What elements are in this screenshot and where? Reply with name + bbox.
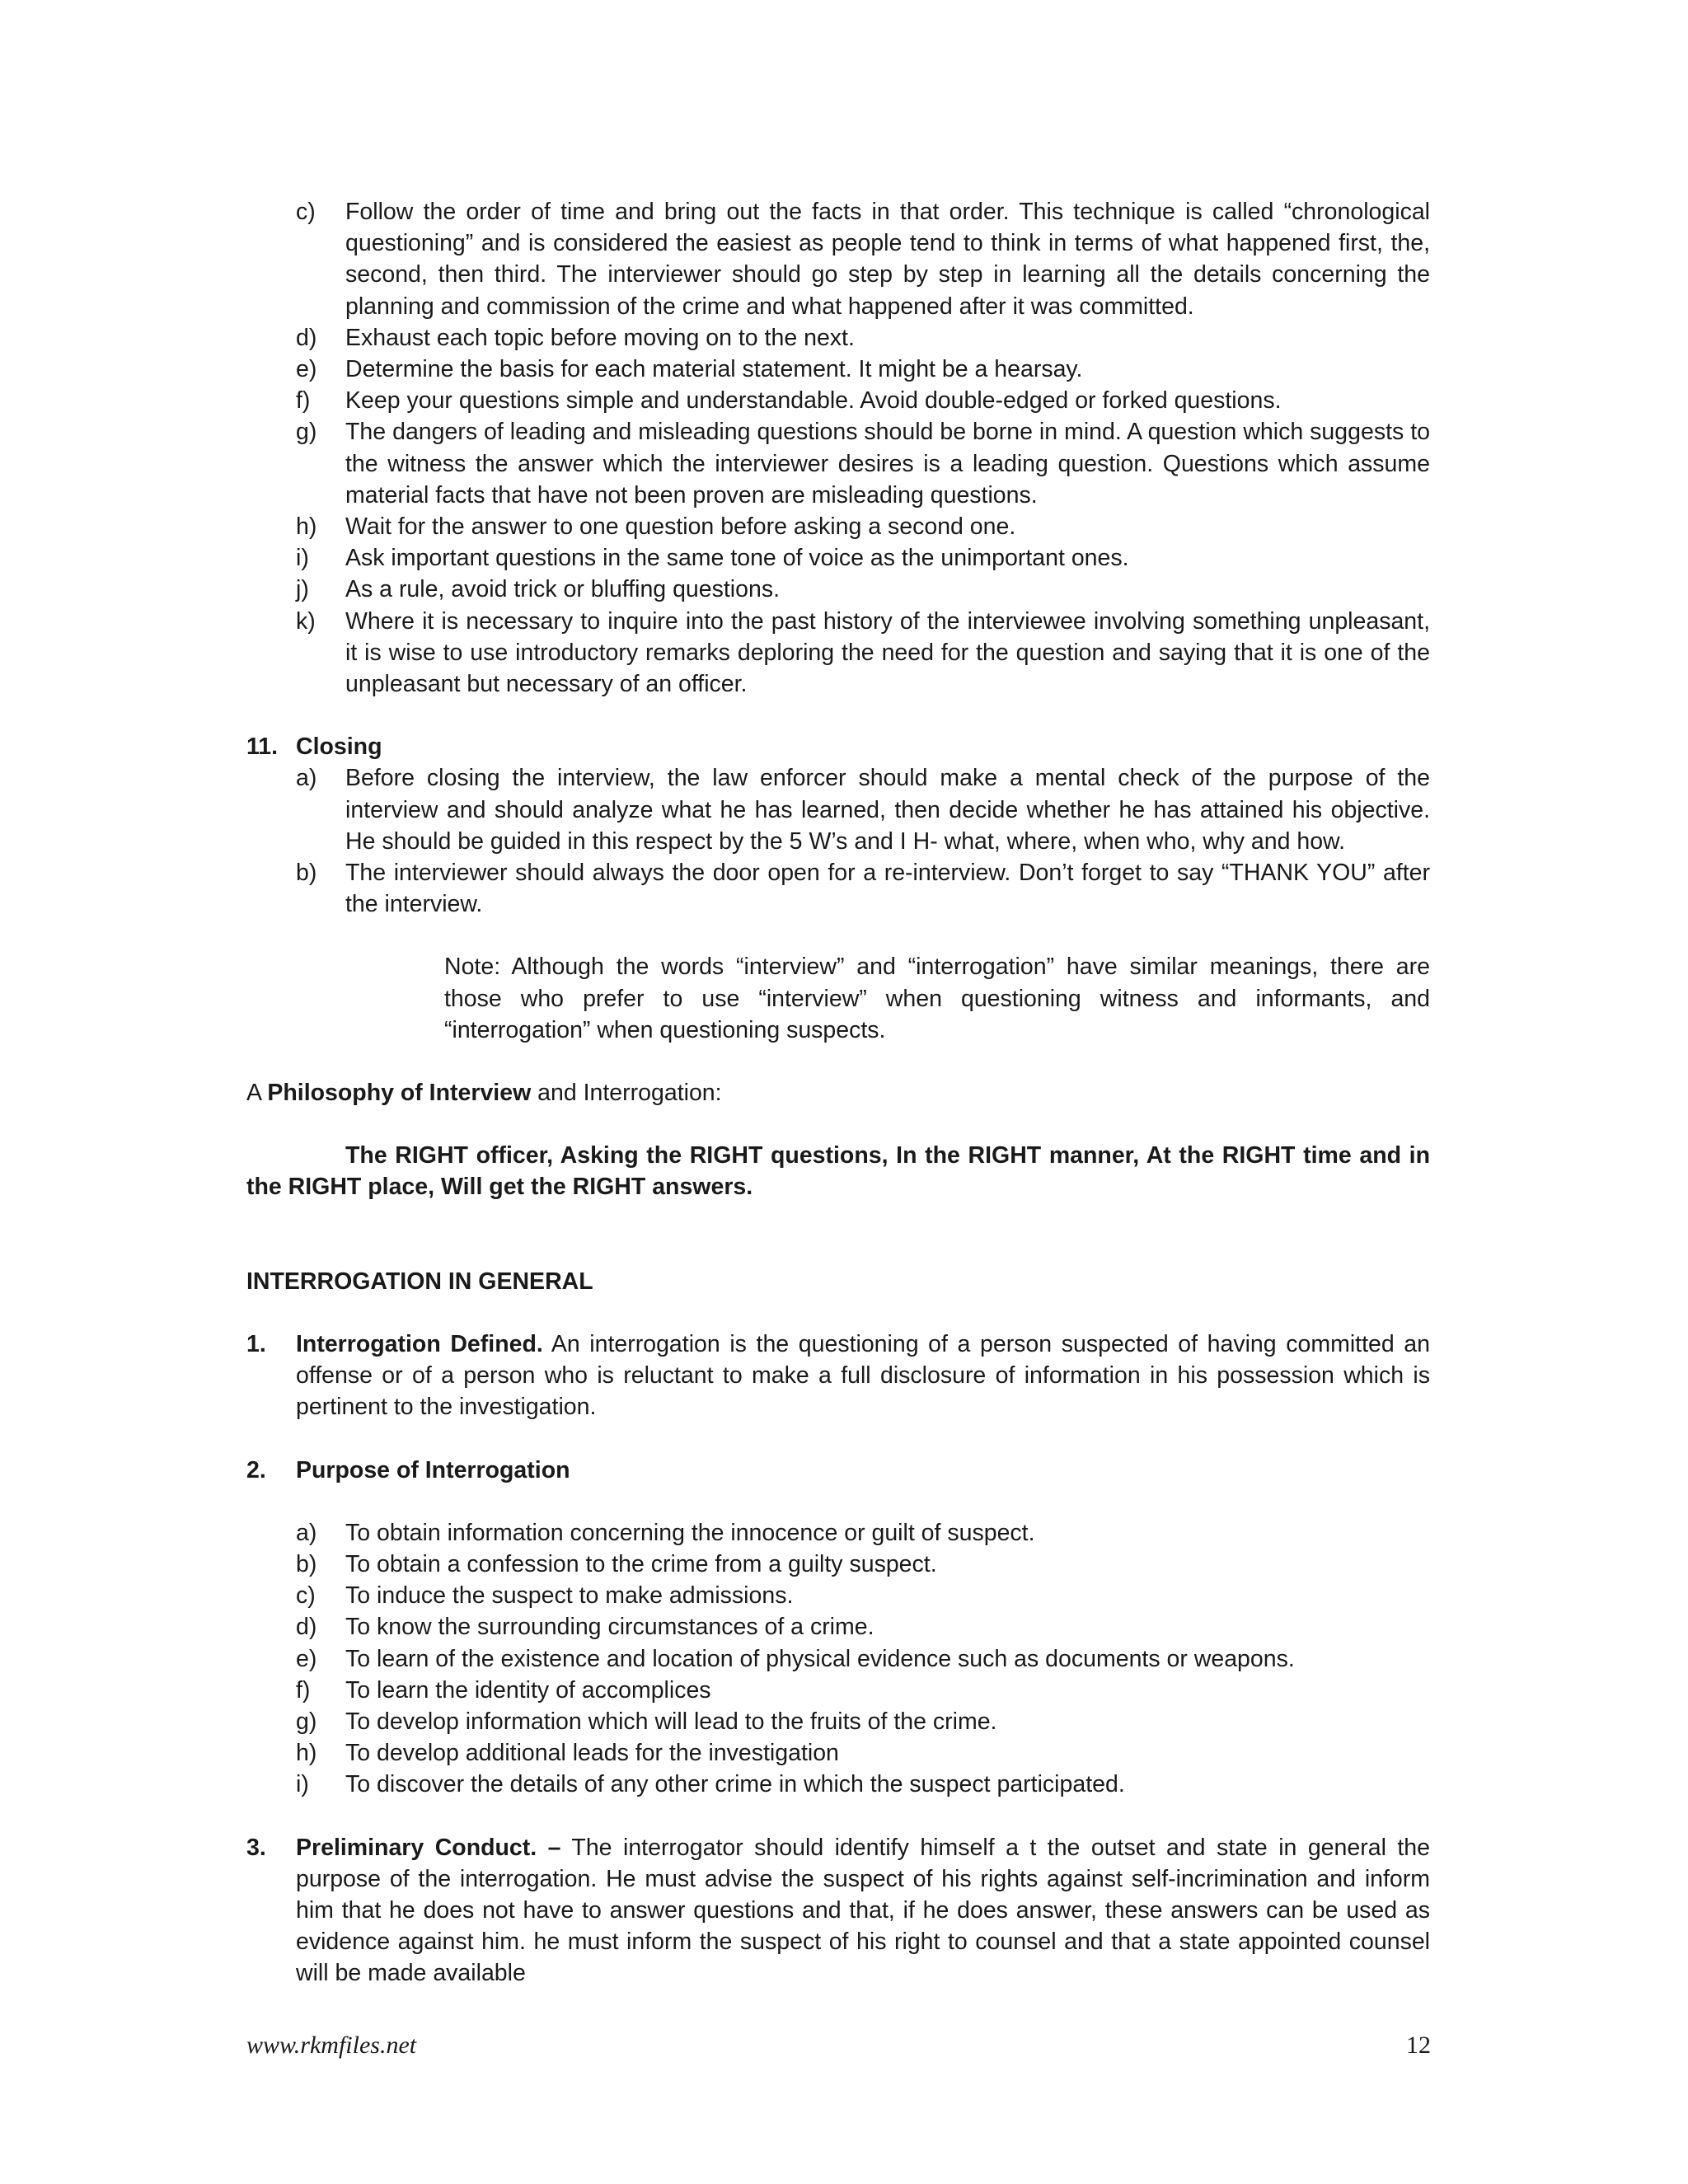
list-item-label: a) xyxy=(296,765,317,792)
section-title: Preliminary Conduct. – xyxy=(296,1834,561,1861)
list-item xyxy=(246,1769,1430,1800)
list-item xyxy=(246,1706,1430,1737)
section-number: 2. xyxy=(246,1456,266,1483)
interrogation-defined xyxy=(246,1329,1430,1423)
page-number: 12 xyxy=(1406,2032,1431,2059)
list-item xyxy=(246,1549,1430,1580)
list-item-text: To develop information which will lead to the fruits of the crime. xyxy=(345,1708,997,1735)
list-item-label: c) xyxy=(296,1582,316,1610)
list-item-text: Wait for the answer to one question before asking a second one. xyxy=(345,513,1016,541)
list-item xyxy=(246,1643,1430,1675)
list-item xyxy=(246,1517,1430,1549)
list-item-label: b) xyxy=(296,1550,317,1577)
list-item xyxy=(246,857,1430,920)
section-number: 1. xyxy=(246,1330,266,1357)
list-item-label: g) xyxy=(296,1708,317,1735)
list-item-text: To know the surrounding circumstances of a crime. xyxy=(345,1614,874,1641)
list-item-text: To discover the details of any other crime in which the suspect participated. xyxy=(345,1771,1125,1798)
list-item-label: j) xyxy=(296,576,309,603)
list-item xyxy=(246,1675,1430,1706)
closing-list xyxy=(246,762,1430,920)
motto-paragraph: The RIGHT officer, Asking the RIGHT questions, In the RIGHT manner, At the RIGHT time and in the RIGHT place, Will get the RIGHT answers. xyxy=(246,1142,1430,1201)
list-item-label: d) xyxy=(296,324,317,351)
philosophy-prefix: A xyxy=(246,1080,268,1107)
list-item-text: The dangers of leading and misleading questions should be borne in mind. A question which suggests to the witness the answer which the interviewer desires is a leading question. Questions which assume material facts that have not been proven are misleading questions. xyxy=(345,419,1430,509)
list-item-text: As a rule, avoid trick or bluffing questions. xyxy=(345,576,780,603)
list-item-label: k) xyxy=(296,607,316,635)
list-item xyxy=(246,574,1430,605)
list-item-text: To obtain a confession to the crime from a guilty suspect. xyxy=(345,1550,937,1577)
list-item-text: Exhaust each topic before moving on to the next. xyxy=(345,324,855,351)
list-item-label: i) xyxy=(296,1771,309,1798)
list-item-label: f) xyxy=(296,387,311,415)
list-item-label: e) xyxy=(296,356,317,383)
list-item-text: To induce the suspect to make admissions. xyxy=(345,1582,794,1610)
list-item-text: To learn of the existence and location of physical evidence such as documents or weapons. xyxy=(345,1645,1295,1672)
philosophy-line xyxy=(246,1077,1430,1108)
closing-heading xyxy=(246,731,1430,762)
section-title: Interrogation Defined. xyxy=(296,1330,543,1357)
list-item-label: b) xyxy=(296,860,317,887)
section-number: 3. xyxy=(246,1834,266,1861)
list-item xyxy=(246,196,1430,322)
list-item xyxy=(246,1737,1430,1769)
list-item-text: To develop additional leads for the investigation xyxy=(345,1740,839,1767)
section-title: Closing xyxy=(296,733,382,761)
list-item-label: h) xyxy=(296,513,317,541)
list-item xyxy=(246,1580,1430,1611)
list-item-label: a) xyxy=(296,1519,317,1546)
section-text: The interrogator should identify himself a t the outset and state in general the purpose of the interrogation. He must advise the suspect of his rights against self-incrimination and inform him that he does not have to answer questions and that, if he does answer, these answers can be used as evidence against him. he must inform the suspect of his right to counsel and that a state appointed counsel will be made available xyxy=(296,1834,1430,1987)
list-item xyxy=(246,354,1430,385)
footer-website: www.rkmfiles.net xyxy=(246,2032,417,2059)
list-item-label: h) xyxy=(296,1740,317,1767)
list-item-text: To learn the identity of accomplices xyxy=(345,1676,711,1704)
list-item-label: c) xyxy=(296,199,316,225)
list-item-label: g) xyxy=(296,419,317,446)
philosophy-suffix: and Interrogation: xyxy=(531,1080,722,1107)
continued-list xyxy=(246,196,1430,700)
list-item-text: Ask important questions in the same tone of voice as the unimportant ones. xyxy=(345,545,1129,572)
page-content xyxy=(246,196,1430,1990)
list-item-label: d) xyxy=(296,1614,317,1641)
purpose-heading xyxy=(246,1455,1430,1486)
list-item-text: Before closing the interview, the law enforcer should make a mental check of the purpose of the interview and should analyze what he has learned, then decide whether he has attained his objective. He should be guided in this respect by the 5 W’s and I H- what, where, when who, why and how. xyxy=(345,765,1430,855)
list-item-text: Where it is necessary to inquire into the past history of the interviewee involving something unpleasant, it is wise to use introductory remarks deploring the need for the question and saying that it is one of the unpleasant but necessary of an officer. xyxy=(345,607,1430,698)
list-item-text: To obtain information concerning the innocence or guilt of suspect. xyxy=(345,1519,1035,1546)
section-number: 11. xyxy=(246,733,279,761)
list-item-text: The interviewer should always the door open for a re-interview. Don’t forget to say “THANK YOU” after the interview. xyxy=(345,860,1430,918)
list-item xyxy=(246,542,1430,574)
note-paragraph: Note: Although the words “interview” and “interrogation” have similar meanings, there are those who prefer to use “interview” when questioning witness and informants, and “interrogation” when questioning suspects. xyxy=(444,954,1430,1043)
list-item xyxy=(246,1611,1430,1643)
list-item xyxy=(246,511,1430,542)
philosophy-bold: Philosophy of Interview xyxy=(267,1080,532,1107)
list-item xyxy=(246,322,1430,354)
section-title: Purpose of Interrogation xyxy=(296,1456,570,1483)
list-item-text: Keep your questions simple and understandable. Avoid double-edged or forked questions. xyxy=(345,387,1282,415)
list-item xyxy=(246,606,1430,701)
list-item-text: Follow the order of time and bring out the facts in that order. This technique is called “chronological questioning” and is considered the easiest as people tend to think in terms of what happened first, the, second, then third. The interviewer should go step by step in learning all the details concerning the planning and commission of the crime and what happened after it was committed. xyxy=(345,199,1430,320)
list-item xyxy=(246,385,1430,416)
list-item-label: f) xyxy=(296,1676,311,1704)
interrogation-heading: INTERROGATION IN GENERAL xyxy=(246,1268,593,1295)
list-item xyxy=(246,416,1430,511)
section-text: An interrogation is the questioning of a person suspected of having committed an offense or of a person who is reluctant to make a full disclosure of information in his possession which is pertinent to the investigation. xyxy=(296,1330,1431,1421)
list-item xyxy=(246,762,1430,857)
list-item-label: i) xyxy=(296,545,309,572)
list-item-text: Determine the basis for each material statement. It might be a hearsay. xyxy=(345,356,1083,383)
list-item-label: e) xyxy=(296,1645,317,1672)
purpose-list xyxy=(246,1517,1430,1801)
preliminary-conduct xyxy=(246,1832,1430,1990)
